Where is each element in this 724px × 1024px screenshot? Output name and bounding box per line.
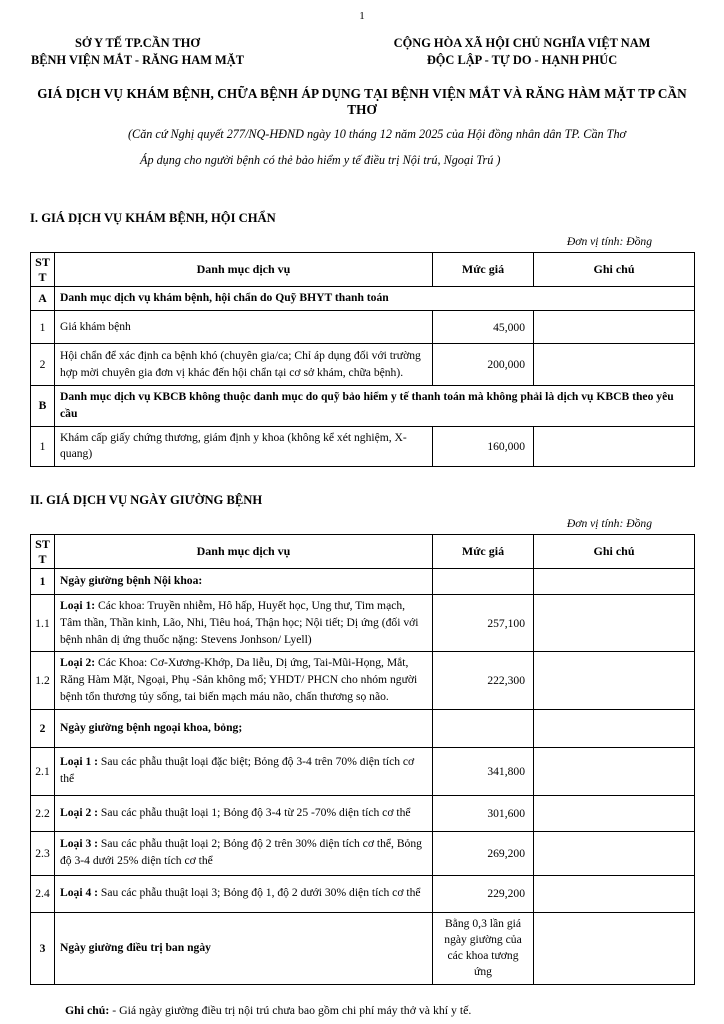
cell-price (433, 568, 534, 594)
table-row (31, 795, 695, 831)
section1-unit-note: Đơn vị tính: Đồng (566, 235, 652, 249)
cell-service: Danh mục dịch vụ KBCB không thuộc danh mục do quỹ bảo hiểm y tế thanh toán mà không phải là dịch vụ KBCB theo yêu cầu (55, 386, 695, 427)
cell-stt: 1.2 (31, 652, 55, 709)
cell-note (534, 652, 695, 709)
cell-service: Loại 2: Các Khoa: Cơ-Xương-Khớp, Da liễu, Dị ứng, Tai-Mũi-Họng, Mắt, Răng Hàm Mặt, Ngoại, Phụ -Sản không mổ; YHDT/ PHCN cho nhóm người bệnh tổn thương tủy sống, tai biến mạch máu não, chấn thương sọ não. (55, 652, 433, 709)
cell-note (534, 568, 695, 594)
cell-service: Loại 2 : Sau các phẫu thuật loại 1; Bỏng độ 3-4 từ 25 -70% diện tích cơ thể (55, 795, 433, 831)
cell-service: Giá khám bệnh (55, 311, 433, 344)
bed-day-services-table (30, 534, 695, 984)
cell-price: Bằng 0,3 lần giá ngày giường của các khoa tương ứng (433, 912, 534, 984)
column-header-service: Danh mục dịch vụ (55, 253, 433, 287)
table-row (31, 652, 695, 709)
table-row (31, 594, 695, 651)
org-name-line1: SỞ Y TẾ TP.CẦN THƠ (75, 36, 200, 50)
cell-stt: 2.2 (31, 795, 55, 831)
cell-stt: 2.4 (31, 875, 55, 912)
table-row (31, 568, 695, 594)
table-header-row (31, 535, 695, 569)
cell-stt: 1 (31, 311, 55, 344)
table-row (31, 831, 695, 875)
cell-price: 200,000 (433, 344, 534, 386)
cell-service: Loại 4 : Sau các phẫu thuật loại 3; Bỏng độ 1, độ 2 dưới 30% diện tích cơ thể (55, 875, 433, 912)
exam-services-table (30, 252, 695, 467)
column-header-note: Ghi chú (534, 253, 695, 287)
cell-price: 269,200 (433, 831, 534, 875)
cell-price: 301,600 (433, 795, 534, 831)
cell-note (534, 795, 695, 831)
cell-stt: 1.1 (31, 594, 55, 651)
footer-note (65, 1003, 694, 1018)
cell-stt: 1 (31, 426, 55, 467)
column-header-stt: STT (31, 535, 55, 569)
cell-stt: A (31, 287, 55, 311)
table-row (31, 875, 695, 912)
document-title: GIÁ DỊCH VỤ KHÁM BỆNH, CHỮA BỆNH ÁP DỤNG TẠI BỆNH VIỆN MẮT VÀ RĂNG HÀM MẶT TP CẦN THƠ (37, 86, 687, 118)
cell-stt: 2 (31, 709, 55, 747)
cell-stt: B (31, 386, 55, 427)
column-header-stt: STT (31, 253, 55, 287)
cell-note (534, 344, 695, 386)
cell-service: Khám cấp giấy chứng thương, giám định y khoa (không kể xét nghiệm, X-quang) (55, 426, 433, 467)
table-header-row (31, 253, 695, 287)
column-header-price: Mức giá (433, 253, 534, 287)
cell-note (534, 426, 695, 467)
footer-note-label: Ghi chú: (65, 1002, 110, 1017)
document-subtitle-basis: (Căn cứ Nghị quyết 277/NQ-HĐND ngày 10 tháng 12 năm 2025 của Hội đồng nhân dân TP. Cần Thơ (128, 127, 627, 142)
issuing-org-block (30, 35, 245, 69)
cell-service: Loại 1: Các khoa: Truyền nhiễm, Hô hấp, Huyết học, Ung thư, Tim mạch, Tâm thần, Thần kinh, Lão, Nhi, Tiêu hoá, Thận học; Nội tiết; Dị ứng (đối với bệnh nhân dị ứng thuốc nặng: Stevens Jonhson/ Lyell) (55, 594, 433, 651)
cell-price: 45,000 (433, 311, 534, 344)
cell-note (534, 875, 695, 912)
column-header-price: Mức giá (433, 535, 534, 569)
cell-price: 257,100 (433, 594, 534, 651)
cell-note (534, 709, 695, 747)
cell-stt: 2.1 (31, 747, 55, 795)
national-motto-block (372, 35, 672, 69)
table-row (31, 709, 695, 747)
national-motto: ĐỘC LẬP - TỰ DO - HẠNH PHÚC (426, 53, 618, 68)
cell-note (534, 594, 695, 651)
cell-note (534, 747, 695, 795)
cell-price: 160,000 (433, 426, 534, 467)
section2-heading: II. GIÁ DỊCH VỤ NGÀY GIƯỜNG BỆNH (30, 493, 263, 508)
cell-price: 222,300 (433, 652, 534, 709)
column-header-note: Ghi chú (534, 535, 695, 569)
table-row (31, 287, 695, 311)
table-row (31, 386, 695, 427)
cell-stt: 3 (31, 912, 55, 984)
footer-note-text: - Giá ngày giường điều trị nội trú chưa bao gồm chi phí máy thở và khí y tế. (109, 1002, 472, 1017)
cell-service: Loại 1 : Sau các phẫu thuật loại đặc biệt; Bỏng độ 3-4 trên 70% diện tích cơ thể (55, 747, 433, 795)
page-number: 1 (359, 10, 365, 22)
cell-service: Loại 3 : Sau các phẫu thuật loại 2; Bỏng độ 2 trên 30% diện tích cơ thể, Bỏng độ 3-4 dưới 25% diện tích cơ thể (55, 831, 433, 875)
cell-service: Hội chẩn để xác định ca bệnh khó (chuyên gia/ca; Chỉ áp dụng đối với trường hợp mời chuyên gia đơn vị khác đến hội chẩn tại cơ sở khám, chữa bệnh). (55, 344, 433, 386)
cell-service: Ngày giường bệnh ngoại khoa, bỏng; (55, 709, 433, 747)
section2-unit-note: Đơn vị tính: Đồng (566, 517, 652, 531)
cell-service: Ngày giường điều trị ban ngày (55, 912, 433, 984)
cell-price: 341,800 (433, 747, 534, 795)
table-row (31, 426, 695, 467)
table-row (31, 311, 695, 344)
section1-heading: I. GIÁ DỊCH VỤ KHÁM BỆNH, HỘI CHẨN (30, 211, 276, 226)
cell-note (534, 831, 695, 875)
cell-stt: 2 (31, 344, 55, 386)
cell-note (534, 912, 695, 984)
national-title: CỘNG HÒA XÃ HỘI CHỦ NGHĨA VIỆT NAM (393, 36, 651, 50)
cell-stt: 1 (31, 568, 55, 594)
cell-note (534, 311, 695, 344)
org-name-line2: BỆNH VIỆN MẮT - RĂNG HAM MẶT (31, 53, 244, 68)
cell-stt: 2.3 (31, 831, 55, 875)
document-header (30, 35, 694, 69)
cell-price: 229,200 (433, 875, 534, 912)
document-subtitle-scope: Áp dụng cho người bệnh có thẻ bảo hiểm y tế điều trị Nội trú, Ngoại Trú ) (140, 153, 501, 168)
cell-price (433, 709, 534, 747)
table-row (31, 912, 695, 984)
column-header-service: Danh mục dịch vụ (55, 535, 433, 569)
cell-service: Ngày giường bệnh Nội khoa: (55, 568, 433, 594)
table-row (31, 344, 695, 386)
cell-service: Danh mục dịch vụ khám bệnh, hội chẩn do Quỹ BHYT thanh toán (55, 287, 695, 311)
table-row (31, 747, 695, 795)
